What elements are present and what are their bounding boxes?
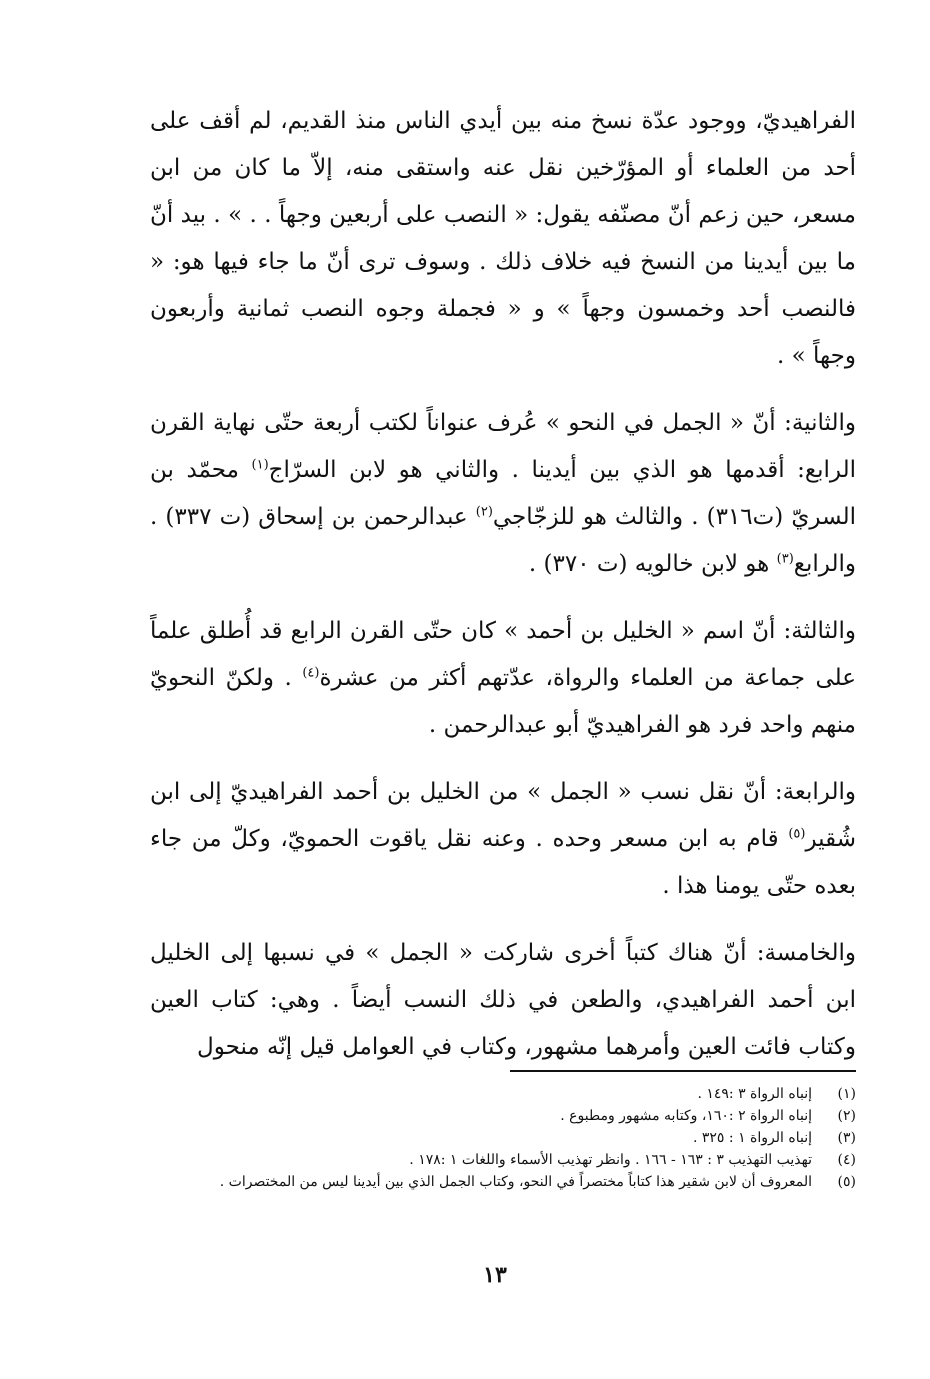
main-text: [150, 98, 856, 1091]
footnote-text: تهذيب التهذيب ٣ : ١٦٣ - ١٦٦ . وانظر تهذيب الأسماء واللغات ١ :١٧٨ .: [409, 1152, 812, 1168]
paragraph-text: محمّد بن السريّ (ت٣١٦) . والثالث هو للزجّاجي: [150, 457, 856, 530]
footnote-4: [150, 1149, 856, 1171]
paragraph-text: والثالثة: أنّ اسم « الخليل بن أحمد » كان حتّى القرن الرابع قد أُطلق علماً على جماعة من العلماء والرواة، عدّتهم أكثر من عشرة: [150, 618, 857, 691]
footnote-1: [150, 1083, 856, 1105]
footnote-number: (٣): [837, 1130, 856, 1146]
paragraph-1: [150, 98, 856, 380]
footnote-ref-5[interactable]: (٥): [788, 826, 806, 842]
paragraph-text: والثانية: أنّ « الجمل في النحو » عُرف عنواناً لكتب أربعة حتّى نهاية القرن الرابع: أقدمها هو الذي بين أيدينا . والثاني هو لابن السرّاج: [150, 410, 856, 483]
paragraph-4: [150, 769, 856, 910]
footnote-3: [150, 1127, 856, 1149]
paragraph-text: والخامسة: أنّ هناك كتباً أخرى شاركت « الجمل » في نسبها إلى الخليل ابن أحمد الفراهيدي، والطعن في ذلك النسب أيضاً . وهي: كتاب العين وكتاب فائت العين وأمرهما مشهور، وكتاب في العوامل قيل إنّه منحول: [150, 940, 856, 1060]
paragraph-text: قام به ابن مسعر وحده . وعنه نقل ياقوت الحمويّ، وكلّ من جاء بعده حتّى يومنا هذا .: [150, 826, 856, 899]
footnote-ref-1[interactable]: (١): [251, 457, 269, 473]
footnote-text: المعروف أن لابن شقير هذا كتاباً مختصراً في النحو، وكتاب الجمل الذي بين أيدينا ليس من المختصرات .: [219, 1174, 812, 1190]
footnote-separator: [510, 1070, 856, 1072]
paragraph-2: [150, 400, 856, 588]
footnote-ref-4[interactable]: (٤): [302, 665, 320, 681]
footnote-text: إنباه الرواة ٢ :١٦٠، وكتابه مشهور ومطبوع .: [560, 1108, 812, 1124]
footnote-number: (٤): [837, 1152, 856, 1168]
footnote-ref-3[interactable]: (٣): [776, 551, 794, 567]
footnote-5: [150, 1171, 856, 1193]
footnotes: [150, 1083, 856, 1193]
footnote-text: إنباه الرواة ١ : ٣٢٥ .: [692, 1130, 812, 1146]
paragraph-text: هو لابن خالويه (ت ٣٧٠) .: [528, 551, 777, 577]
paragraph-text: . ولكنّ النحويّ منهم واحد فرد هو الفراهيديّ أبو عبدالرحمن .: [150, 665, 856, 738]
footnote-number: (٢): [837, 1108, 856, 1124]
paragraph-text: والرابعة: أنّ نقل نسب « الجمل » من الخليل بن أحمد الفراهيديّ إلى ابن شُقير: [150, 779, 856, 852]
footnote-number: (٥): [837, 1174, 856, 1190]
footnote-text: إنباه الرواة ٣ :١٤٩ .: [697, 1086, 812, 1102]
footnote-number: (١): [837, 1086, 856, 1102]
paragraph-3: [150, 608, 856, 749]
footnote-2: [150, 1105, 856, 1127]
paragraph-text: الفراهيديّ، ووجود عدّة نسخ منه بين أيدي الناس منذ القديم، لم أقف على أحد من العلماء أو المؤرّخين نقل عنه واستقى منه، إلاّ ما كان من ابن مسعر، حين زعم أنّ مصنّفه يقول: « النصب على أربعين وجهاً . . » . بيد أنّ ما بين أيدينا من النسخ فيه خلاف ذلك . وسوف ترى أنّ ما جاء فيها هو: « فالنصب أحد وخمسون وجهاً » و « فجملة وجوه النصب ثمانية وأربعون وجهاً » .: [150, 108, 856, 369]
footnote-ref-2[interactable]: (٢): [475, 504, 493, 520]
paragraph-text: عبدالرحمن بن إسحاق (ت ٣٣٧) . والرابع: [150, 504, 856, 577]
paragraph-5: [150, 930, 856, 1071]
page-number: ١٣: [483, 1262, 507, 1288]
